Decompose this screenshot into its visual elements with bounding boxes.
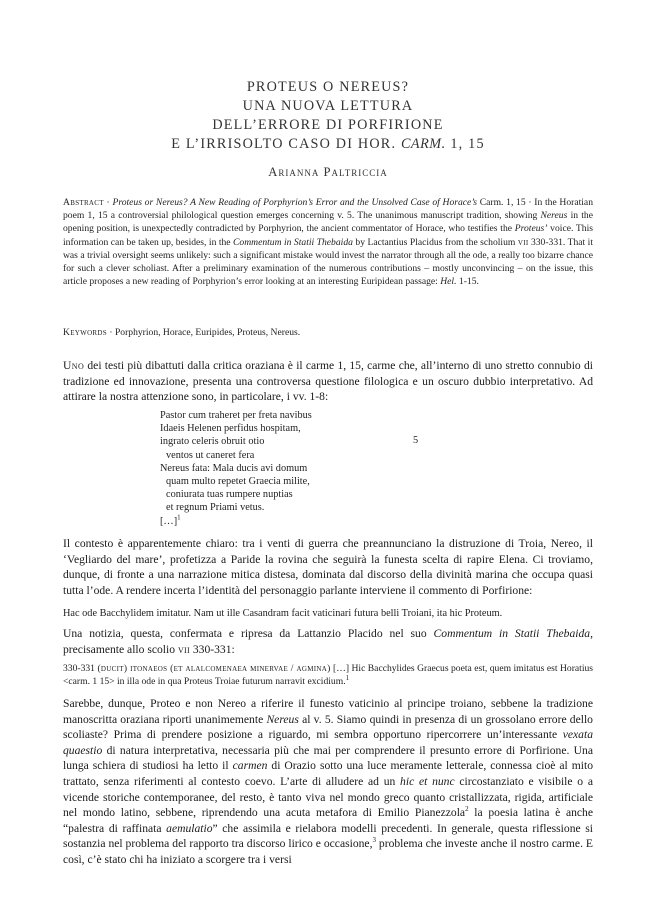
abstract-text: · In the Horatian poem 1, 15 a controversial philological question emerges concerning v. 5. The unanimous manuscript tradition, showing [63, 197, 593, 222]
footnote-ref[interactable]: 1 [177, 513, 181, 522]
keywords-label: Keywords [63, 327, 107, 338]
paragraph-text: 330-331: [189, 642, 235, 656]
footnote-ref[interactable]: 3 [372, 836, 376, 845]
article-title [63, 78, 593, 154]
abstract-text: 330-331. That it was a trivial oversight seems unlikely: such a significant mistake would invest the narrator through all the ode, a really too bizarre chance for such a clever scholiast. After a preliminary examination of the numerous contributions – mostly unconvincing – on the issue, this article proposes a new reading of Porphyrion’s error looking at an interesting Euripidean passage: [63, 236, 593, 288]
title-line: DELL’ERRORE DI PORFIRIONE [212, 117, 444, 133]
verse-line: Nereus fata: Mala ducis avi domum [160, 462, 308, 474]
verse-line: ventos ut caneret fera [166, 449, 255, 461]
first-word: Uno [63, 359, 85, 372]
title-text: E L’IRRISOLTO CASO DI HOR. [171, 136, 401, 152]
abstract-text: in the opening position, is unexpectedly contradicted by Porphyrion, the ancient commentator of Horace, who testifies the [63, 210, 593, 235]
paragraph-text: al v. 5. Siamo quindi in presenza di un grossolano errore dello scoliaste? Prima di prendere posizione a riguardo, mi sembra opportuno ripercorrere un’interessante [63, 712, 593, 742]
abstract-italic: Hel. [440, 276, 457, 288]
abstract-text: by Lactantius Placidus from the scholium [352, 236, 518, 248]
footnote-ref[interactable]: 1 [345, 674, 350, 683]
abstract [63, 196, 593, 288]
paragraph-italic: carmen [232, 759, 268, 773]
verse-line: ingrato celeris obruit otio [160, 436, 265, 448]
quote-text: 330-331 [63, 663, 98, 674]
paragraph-3 [63, 626, 593, 657]
verse-line: Idaeis Helenen perfidus hospitam, [160, 423, 301, 435]
keywords-list: Porphyrion, Horace, Euripides, Proteus, Nereus. [114, 327, 301, 338]
paragraph-2: Il contesto è apparentemente chiaro: tra i venti di guerra che preannunciano la distruzione di Troia, Nereo, il ‘Vegliardo del mare’, profetizza a Paride la rovina che seguirà la funesta scelta di rapire Elena. Ci troviamo, dunque, di fronte a una narrazione mitica distesa, dominata dal discorso della divinità marina che occupa quasi tutta l’ode. A rendere incerta l’identità del personaggio parlante interviene il commento di Porfirione: [63, 537, 593, 597]
paragraph-text: di natura interpretativa, necessaria più che mai per comprendere il presunto errore di Porfirione. Una lunga schiera di studiosi ha letto il [63, 743, 593, 773]
paragraph-italic: aemulatio [166, 821, 213, 835]
title-line: PROTEUS O NEREUS? [246, 79, 410, 95]
paragraph-text: problema che investe anche il nostro carme. E così, c’è stato chi ha iniziato a scorgere tra i versi [63, 837, 594, 866]
verse-line-number: 5 [413, 435, 419, 446]
verse-line: quam multo repetet Graecia milite, [166, 476, 310, 488]
abstract-italic: Proteus’ [514, 223, 548, 235]
footnote-ref[interactable]: 2 [465, 805, 469, 814]
verse-line: coniurata tuas rumpere nuptias [166, 489, 293, 501]
verse-line: et regnum Priami vetus. [166, 502, 265, 514]
abstract-italic: Nereus [540, 210, 568, 222]
paragraph-text: dei testi più dibattuti dalla critica oraziana è il carme 1, 15, carme che, all’interno di uno stretto connubio di tradizione ed innovazione, presenta una controversa questione filologica e un oscuro dubbio interpretativo. Ad attirare la nostra attenzione sono, in particolare, i vv. 1-8: [63, 359, 593, 404]
quote-text: […] Hic Bacchylides Graecus poeta est, quem imitatus est Horatius <carm. 1 15> in illa ode in qua Proteus Troiae futurum narravit excidium. [63, 663, 594, 688]
verse-ellipsis [160, 515, 490, 528]
paragraph-smallcaps: vii [177, 642, 190, 656]
paragraph-text: di Orazio sotto una luce meramente letterale, connessa cioè al mito trattato, senza riferimenti al contesto coevo. L’arte di alludere ad un [63, 759, 593, 788]
ellipsis: […] [160, 515, 178, 527]
title-line [63, 135, 593, 154]
separator: · [106, 327, 115, 338]
paragraph-text: Sarebbe, dunque, Proteo e non Nereo a riferire il funesto vaticinio al principe troiano, sebbene la tradizione manoscritta oraziana riporti unanimemente [63, 697, 593, 726]
porphyrion-quote: Hac ode Bacchylidem imitatur. Nam ut ille Casandram facit vaticinari futura belli Troiani, ita hic Proteum. [63, 608, 503, 619]
abstract-text: voice. This information can be taken up, besides, in the [63, 223, 593, 248]
paragraph-italic: Nereus [266, 712, 299, 726]
paragraph-4 [63, 696, 593, 868]
keywords [63, 327, 593, 338]
paragraph-text: Una notizia, questa, confermata e ripresa da Lattanzio Placido nel suo [63, 627, 434, 640]
abstract-english-title: Proteus or Nereus? A New Reading of Porphyrion’s Error and the Unsolved Case of Horace’s [112, 197, 477, 208]
abstract-italic: Commentum in Statii Thebaida [233, 236, 353, 248]
abstract-text: Carm. 1, 15 [477, 197, 526, 208]
paragraph-text: , precisamente allo scolio [63, 627, 593, 656]
quote-smallcaps: (ducit) itonaeos (et alalcomenaea minervae / agmina) [97, 663, 331, 674]
title-carm: CARM. [400, 136, 446, 152]
abstract-smallcaps: vii [517, 236, 529, 248]
abstract-text: 1-15. [456, 276, 479, 288]
paragraph-italic: hic et nunc [400, 774, 455, 788]
abstract-label: Abstract [63, 197, 104, 208]
paragraph-text: la poesia latina è anche “palestra di raffinata [63, 806, 593, 835]
lactantius-quote [63, 662, 593, 688]
separator: · [103, 197, 113, 208]
paragraph-1 [63, 358, 593, 405]
paragraph-italic: vexata quaestio [63, 728, 593, 757]
title-text: 1, 15 [445, 136, 485, 152]
title-line: UNA NUOVA LETTURA [242, 98, 414, 114]
verse-quotation [160, 409, 490, 528]
paragraph-text: circostanziato e visibile o a vicende storiche contemporanee, del resto, è tanto viva nel mondo greco quanto cristallizzata, rigida, artificiale nel mondo latino, sebbene, riprendendo una acuta metafora di Emilio Pianezzola [63, 774, 593, 820]
paragraph-text: ” che assimila e rielabora modelli precedenti. In generale, questa riflessione si sostanzia nel problema del rapporto tra discorso lirico e occasione, [63, 821, 593, 851]
paragraph-italic: Commentum in Statii Thebaida [433, 627, 591, 640]
verse-line: Pastor cum traheret per freta navibus [160, 410, 312, 421]
author-name: Arianna Paltriccia [268, 165, 388, 179]
